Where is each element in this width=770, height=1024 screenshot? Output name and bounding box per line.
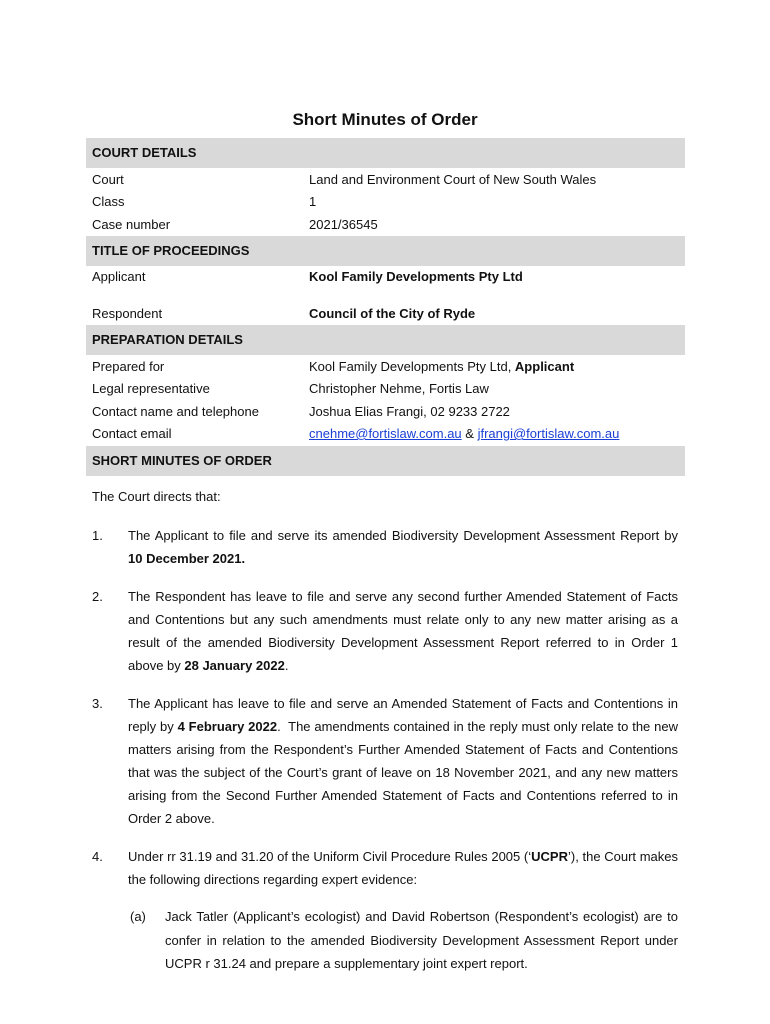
sub-order-number: (a) xyxy=(130,909,146,924)
sub-order-text: Jack Tatler (Applicant’s ecologist) and David Robertson (Respondent’s ecologist) are to confer in relation to the amended Biodiversity Development Assessment Report under UCPR r 31.24 and prepare a supplementary joint expert report. xyxy=(165,909,678,971)
class-label: Class xyxy=(92,194,125,209)
title-of-proceedings-heading: TITLE OF PROCEEDINGS xyxy=(86,236,685,266)
prepared-for-value xyxy=(309,358,574,376)
class-value: 1 xyxy=(309,194,317,209)
order-4 xyxy=(92,845,678,891)
prepared-for-label: Prepared for xyxy=(92,359,165,374)
contact-email-row xyxy=(92,425,685,443)
order-text xyxy=(128,585,678,677)
order-number: 1. xyxy=(92,528,103,543)
order-1-text: The Applicant to file and serve its amended Biodiversity Development Assessment Report by xyxy=(128,528,678,543)
respondent-value: Council of the City of Ryde xyxy=(309,306,476,321)
order-2-tail: . xyxy=(284,658,289,673)
order-number: 4. xyxy=(92,849,103,864)
order-text xyxy=(128,692,682,830)
contact-email-label: Contact email xyxy=(92,426,172,441)
class-row xyxy=(92,193,685,211)
orders-intro: The Court directs that: xyxy=(92,489,221,504)
case-number-value: 2021/36545 xyxy=(309,217,378,232)
prepared-for-name: Kool Family Developments Pty Ltd, xyxy=(309,359,515,374)
court-details-heading: COURT DETAILS xyxy=(86,138,685,168)
email-link-cnehme[interactable]: cnehme@fortislaw.com.au xyxy=(309,426,462,441)
respondent-row xyxy=(92,305,685,323)
order-number: 2. xyxy=(92,589,103,604)
court-label: Court xyxy=(92,172,124,187)
order-3-date: 4 February 2022 xyxy=(177,719,278,734)
court-value: Land and Environment Court of New South Wales xyxy=(309,172,597,187)
prepared-for-role: Applicant xyxy=(514,359,575,374)
order-3-text: The Applicant has leave to file and serve an Amended Statement of Facts and Contentions in reply by xyxy=(128,696,678,734)
contact-value: Joshua Elias Frangi, 02 9233 2722 xyxy=(309,404,510,419)
contact-label: Contact name and telephone xyxy=(92,404,259,419)
order-2-date: 28 January 2022 xyxy=(184,658,285,673)
order-1 xyxy=(92,524,678,570)
order-4-tail: ’), the Court makes the following directions regarding expert evidence: xyxy=(128,849,678,887)
contact-row xyxy=(92,403,685,421)
order-text xyxy=(128,524,678,570)
short-minutes-heading: SHORT MINUTES OF ORDER xyxy=(86,446,685,476)
order-text xyxy=(128,845,678,891)
case-number-label: Case number xyxy=(92,217,171,232)
prepared-for-row xyxy=(92,358,685,376)
order-number: 3. xyxy=(92,696,103,711)
order-4a xyxy=(128,905,678,976)
respondent-label: Respondent xyxy=(92,306,163,321)
order-2-text: The Respondent has leave to file and serve any second further Amended Statement of Facts and Contentions but any such amendments must relate only to any new matter arising as a result of the amended Biodiversity Development Assessment Report referred to in Order 1 above by xyxy=(128,589,678,673)
preparation-details-heading: PREPARATION DETAILS xyxy=(86,325,685,355)
legal-representative-label: Legal representative xyxy=(92,381,210,396)
order-2 xyxy=(92,585,678,677)
case-number-row xyxy=(92,216,685,234)
order-4-text: Under rr 31.19 and 31.20 of the Uniform Civil Procedure Rules 2005 (‘ xyxy=(128,849,532,864)
contact-email-value xyxy=(309,425,619,443)
legal-representative-value: Christopher Nehme, Fortis Law xyxy=(309,381,489,396)
applicant-row xyxy=(92,268,685,286)
order-3-tail: . The amendments contained in the reply must only relate to the new matters arising from the Respondent’s Further Amended Statement of Facts and Contentions that was the subject of the Court’s grant of leave on 18 November 2021, and any new matters arising from the Second Further Amended Statement of Facts and Contentions referred to in Order 2 above. xyxy=(128,719,682,826)
legal-representative-row xyxy=(92,380,685,398)
order-3 xyxy=(92,692,682,830)
order-1-date: 10 December 2021. xyxy=(128,551,246,566)
applicant-label: Applicant xyxy=(92,269,146,284)
document-title: Short Minutes of Order xyxy=(292,110,478,129)
court-row xyxy=(92,171,685,189)
applicant-value: Kool Family Developments Pty Ltd xyxy=(309,269,523,284)
email-separator: & xyxy=(461,426,478,441)
email-link-jfrangi[interactable]: jfrangi@fortislaw.com.au xyxy=(477,426,620,441)
order-4-ucpr: UCPR xyxy=(531,849,568,864)
